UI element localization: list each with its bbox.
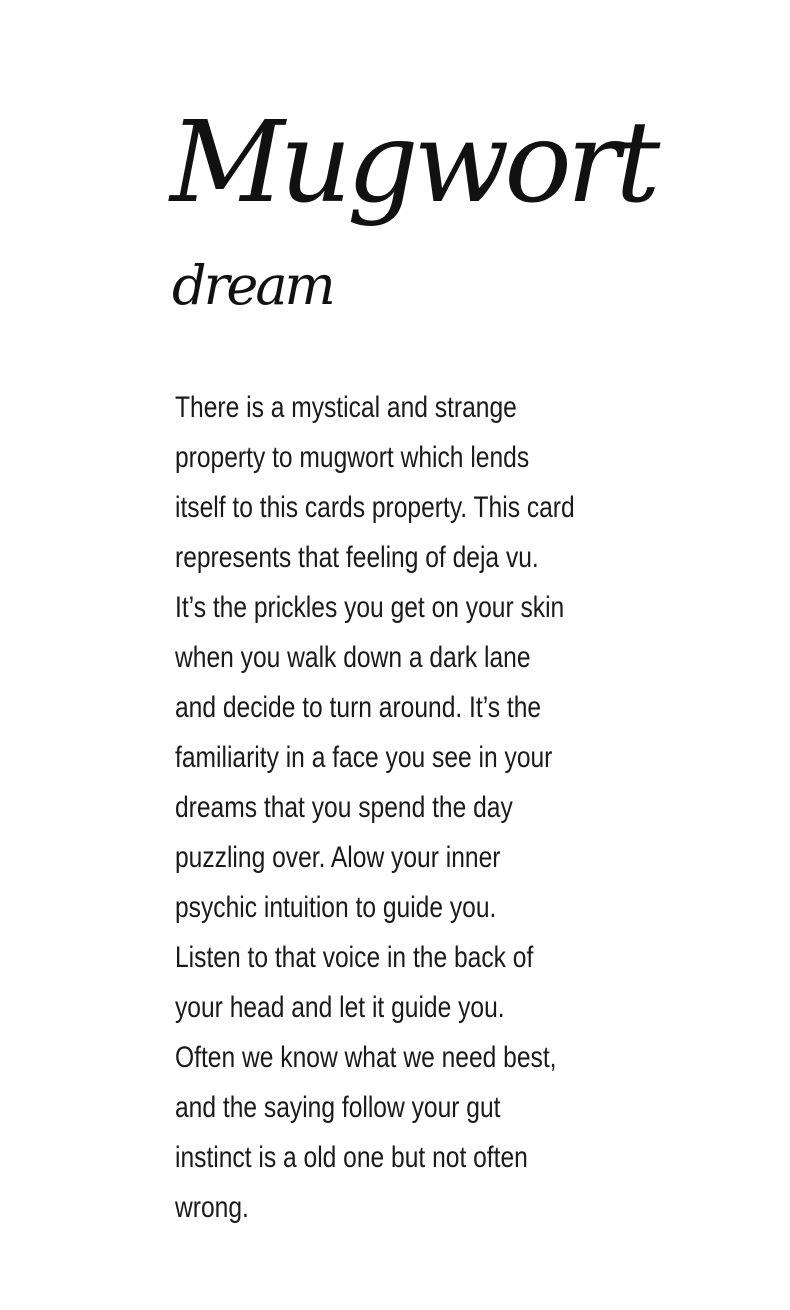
description-line: itself to this cards property. This card	[175, 491, 575, 524]
description-line: wrong.	[175, 1191, 249, 1224]
description-line: familiarity in a face you see in your	[175, 741, 553, 774]
card-description	[175, 383, 645, 1233]
description-line: instinct is a old one but not often	[175, 1141, 528, 1174]
description-line: dreams that you spend the day	[175, 791, 513, 824]
description-line: represents that feeling of deja vu.	[175, 541, 539, 574]
description-line: when you walk down a dark lane	[175, 641, 531, 674]
description-line: Listen to that voice in the back of	[175, 941, 534, 974]
description-line: your head and let it guide you.	[175, 991, 505, 1024]
description-line: Often we know what we need best,	[175, 1041, 557, 1074]
description-line: and the saying follow your gut	[175, 1091, 501, 1124]
description-line: and decide to turn around. It’s the	[175, 691, 542, 724]
description-line: It’s the prickles you get on your skin	[175, 591, 565, 624]
card-subtitle: dream	[172, 254, 333, 317]
card-title: Mugwort	[170, 98, 656, 228]
description-line: puzzling over. Alow your inner	[175, 841, 501, 874]
description-line: There is a mystical and strange	[175, 391, 517, 424]
description-line: psychic intuition to guide you.	[175, 891, 497, 924]
description-line: property to mugwort which lends	[175, 441, 530, 474]
